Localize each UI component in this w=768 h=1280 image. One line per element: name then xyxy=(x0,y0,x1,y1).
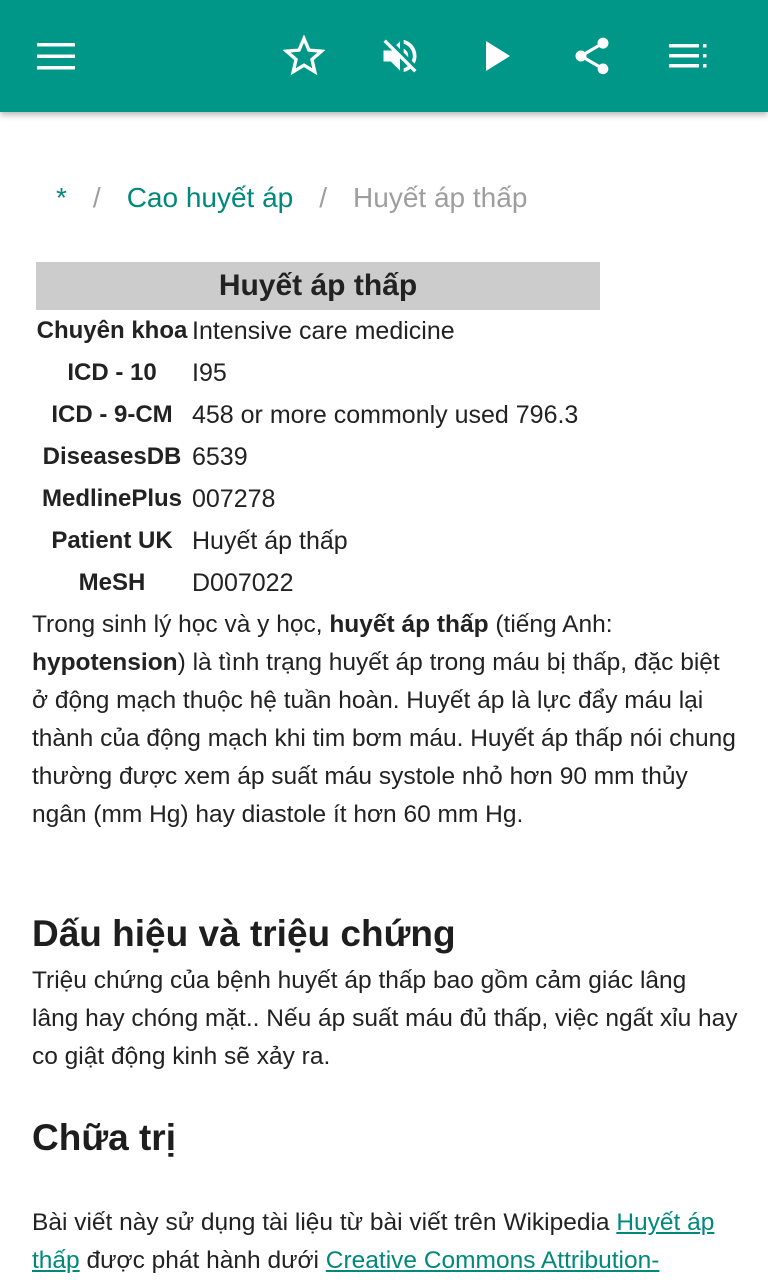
infobox-row xyxy=(36,436,600,478)
play-button[interactable] xyxy=(470,28,526,84)
infobox-label: Chuyên khoa xyxy=(36,317,188,344)
license-link[interactable]: Creative Commons Attribution- xyxy=(325,1247,660,1274)
infobox-value: D007022 xyxy=(192,569,294,597)
article-content xyxy=(0,112,768,1280)
infobox-row xyxy=(36,394,600,436)
license-text: được phát hành dưới xyxy=(79,1247,326,1274)
infobox-value: 007278 xyxy=(192,485,276,513)
breadcrumb-parent[interactable]: Cao huyết áp xyxy=(126,182,294,213)
volume-off-icon xyxy=(378,34,422,78)
app-bar xyxy=(0,0,768,112)
breadcrumb-current: Huyết áp thấp xyxy=(353,182,528,213)
intro-text: ) là tình trạng huyết áp trong máu bị thấp, đặc biệt ở động mạch thuộc hệ tuần hoàn. Huyết áp là lực đẩy máu lại thành của động mạch khi tim bơm máu. Huyết áp thấp nói chung thường được xem áp suất máu systole nhỏ hơn 90 mm thủy ngân (mm Hg) hay diastole ít hơn 60 mm Hg. xyxy=(32,649,736,828)
share-button[interactable] xyxy=(564,28,620,84)
share-icon xyxy=(570,34,614,78)
infobox-row xyxy=(36,562,600,604)
infobox-value: 6539 xyxy=(192,443,248,471)
infobox-value: I95 xyxy=(192,359,227,387)
infobox-row xyxy=(36,352,600,394)
section-heading-treatment: Chữa trị xyxy=(32,1117,176,1158)
infobox-label: MeSH xyxy=(78,569,146,596)
bookmark-button[interactable] xyxy=(276,28,332,84)
breadcrumb-separator: / xyxy=(92,182,101,213)
mute-button[interactable] xyxy=(372,28,428,84)
infobox-label: ICD - 9-CM xyxy=(51,401,173,428)
license-paragraph xyxy=(32,1204,738,1280)
play-icon xyxy=(484,40,512,72)
intro-text: (tiếng Anh: xyxy=(488,611,613,638)
contents-button[interactable] xyxy=(660,28,716,84)
infobox-value: Intensive care medicine xyxy=(192,317,455,345)
infobox-label: MedlinePlus xyxy=(41,485,183,512)
wikipedia-article-link[interactable]: Huyết áp thấp xyxy=(32,1209,715,1274)
infobox-row xyxy=(36,478,600,520)
infobox-title: Huyết áp thấp xyxy=(36,262,600,310)
breadcrumb xyxy=(56,180,527,216)
intro-paragraph xyxy=(32,606,738,834)
infobox-label: ICD - 10 xyxy=(67,359,157,386)
star-icon xyxy=(283,35,325,77)
infobox-label: Patient UK xyxy=(51,527,173,554)
infobox xyxy=(36,262,600,604)
intro-bold-term: hypotension xyxy=(32,649,178,676)
intro-text: Trong sinh lý học và y học, xyxy=(32,611,330,638)
infobox-label: DiseasesDB xyxy=(42,443,182,470)
infobox-row xyxy=(36,520,600,562)
breadcrumb-separator: / xyxy=(319,182,328,213)
breadcrumb-root[interactable]: * xyxy=(56,182,67,213)
infobox-value: Huyết áp thấp xyxy=(192,527,348,555)
license-text: Bài viết này sử dụng tài liệu từ bài viết trên Wikipedia xyxy=(32,1209,617,1236)
list-menu-icon xyxy=(669,43,707,69)
infobox-value: 458 or more commonly used 796.3 xyxy=(192,401,579,429)
menu-button[interactable] xyxy=(28,28,84,84)
infobox-row xyxy=(36,310,600,352)
intro-bold-term: huyết áp thấp xyxy=(329,611,489,638)
symptoms-paragraph: Triệu chứng của bệnh huyết áp thấp bao gồm cảm giác lâng lâng hay chóng mặt.. Nếu áp suất máu đủ thấp, việc ngất xỉu hay co giật động kinh sẽ xảy ra. xyxy=(32,967,738,1070)
section-heading-symptoms: Dấu hiệu và triệu chứng xyxy=(32,913,456,954)
menu-icon xyxy=(37,42,75,70)
